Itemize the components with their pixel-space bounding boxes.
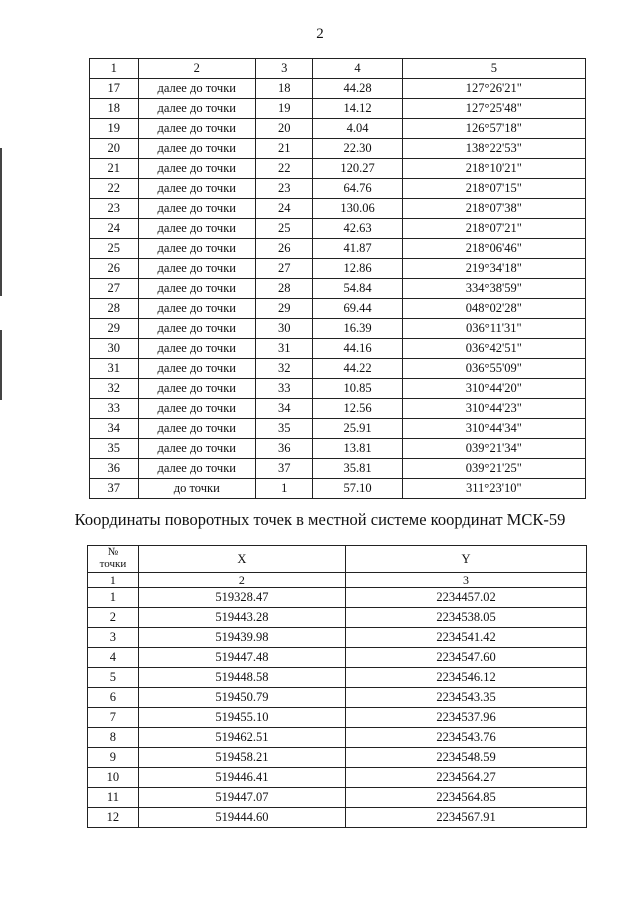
from-point-cell: 28 — [90, 299, 139, 319]
coordinates-table-row — [88, 668, 587, 688]
bearing-cell: 127°25'48" — [402, 99, 585, 119]
to-point-cell: 36 — [256, 439, 313, 459]
to-point-cell: 37 — [256, 459, 313, 479]
direction-cell: далее до точки — [138, 79, 255, 99]
coordinates-table-header-row — [88, 546, 587, 573]
bearing-cell: 138°22'53" — [402, 139, 585, 159]
y-coordinate-cell: 2234537.96 — [346, 708, 587, 728]
y-coordinate-cell: 2234543.76 — [346, 728, 587, 748]
segments-table-row — [90, 459, 586, 479]
x-header: X — [138, 546, 345, 573]
point-number-cell: 10 — [88, 768, 139, 788]
coordinates-table — [87, 545, 587, 828]
coordinates-table-body — [88, 546, 587, 828]
to-point-cell: 26 — [256, 239, 313, 259]
direction-cell: далее до точки — [138, 379, 255, 399]
segments-table-row — [90, 159, 586, 179]
to-point-cell: 32 — [256, 359, 313, 379]
x-coordinate-cell: 519455.10 — [138, 708, 345, 728]
from-point-cell: 36 — [90, 459, 139, 479]
length-cell: 4.04 — [313, 119, 402, 139]
bearing-cell: 218°07'15" — [402, 179, 585, 199]
point-number-cell: 2 — [88, 608, 139, 628]
direction-cell: далее до точки — [138, 119, 255, 139]
x-coordinate-cell: 519447.48 — [138, 648, 345, 668]
from-point-cell: 19 — [90, 119, 139, 139]
from-point-cell: 17 — [90, 79, 139, 99]
from-point-cell: 21 — [90, 159, 139, 179]
segments-table-row — [90, 119, 586, 139]
x-coordinate-cell: 519458.21 — [138, 748, 345, 768]
left-edge-mark — [0, 330, 2, 400]
coordinates-table-row — [88, 688, 587, 708]
y-coordinate-cell: 2234538.05 — [346, 608, 587, 628]
to-point-cell: 29 — [256, 299, 313, 319]
direction-cell: далее до точки — [138, 339, 255, 359]
column-number-cell: 1 — [90, 59, 139, 79]
bearing-cell: 039°21'25" — [402, 459, 585, 479]
bearing-cell: 039°21'34" — [402, 439, 585, 459]
bearing-cell: 036°55'09" — [402, 359, 585, 379]
y-coordinate-cell: 2234548.59 — [346, 748, 587, 768]
coordinates-table-row — [88, 808, 587, 828]
length-cell: 44.22 — [313, 359, 402, 379]
point-number-cell: 7 — [88, 708, 139, 728]
to-point-cell: 24 — [256, 199, 313, 219]
length-cell: 44.16 — [313, 339, 402, 359]
direction-cell: далее до точки — [138, 399, 255, 419]
direction-cell: далее до точки — [138, 159, 255, 179]
x-coordinate-cell: 519439.98 — [138, 628, 345, 648]
length-cell: 25.91 — [313, 419, 402, 439]
from-point-cell: 22 — [90, 179, 139, 199]
coordinates-table-row — [88, 588, 587, 608]
to-point-cell: 18 — [256, 79, 313, 99]
point-number-cell: 9 — [88, 748, 139, 768]
from-point-cell: 35 — [90, 439, 139, 459]
from-point-cell: 25 — [90, 239, 139, 259]
direction-cell: далее до точки — [138, 179, 255, 199]
direction-cell: далее до точки — [138, 239, 255, 259]
bearing-cell: 218°07'38" — [402, 199, 585, 219]
segments-table-row — [90, 439, 586, 459]
bearing-cell: 048°02'28" — [402, 299, 585, 319]
from-point-cell: 26 — [90, 259, 139, 279]
segments-table-row — [90, 219, 586, 239]
direction-cell: далее до точки — [138, 259, 255, 279]
from-point-cell: 37 — [90, 479, 139, 499]
segments-table-row — [90, 299, 586, 319]
to-point-cell: 23 — [256, 179, 313, 199]
coordinates-table-row — [88, 708, 587, 728]
direction-cell: далее до точки — [138, 219, 255, 239]
x-coordinate-cell: 519446.41 — [138, 768, 345, 788]
column-number-cell: 2 — [138, 573, 345, 588]
to-point-cell: 28 — [256, 279, 313, 299]
to-point-cell: 31 — [256, 339, 313, 359]
length-cell: 130.06 — [313, 199, 402, 219]
to-point-cell: 21 — [256, 139, 313, 159]
bearing-cell: 126°57'18" — [402, 119, 585, 139]
point-number-cell: 5 — [88, 668, 139, 688]
direction-cell: далее до точки — [138, 99, 255, 119]
length-cell: 69.44 — [313, 299, 402, 319]
page-number: 2 — [316, 26, 324, 42]
segments-table-row — [90, 139, 586, 159]
length-cell: 42.63 — [313, 219, 402, 239]
length-cell: 120.27 — [313, 159, 402, 179]
length-cell: 12.56 — [313, 399, 402, 419]
direction-cell: далее до точки — [138, 319, 255, 339]
segments-table-row — [90, 399, 586, 419]
x-coordinate-cell: 519462.51 — [138, 728, 345, 748]
coordinates-table-row — [88, 768, 587, 788]
from-point-cell: 34 — [90, 419, 139, 439]
bearing-cell: 310°44'34" — [402, 419, 585, 439]
direction-cell: далее до точки — [138, 439, 255, 459]
direction-cell: далее до точки — [138, 359, 255, 379]
bearing-cell: 311°23'10" — [402, 479, 585, 499]
point-number-cell: 12 — [88, 808, 139, 828]
column-number-cell: 2 — [138, 59, 255, 79]
from-point-cell: 30 — [90, 339, 139, 359]
length-cell: 64.76 — [313, 179, 402, 199]
x-coordinate-cell: 519444.60 — [138, 808, 345, 828]
left-edge-mark — [0, 148, 2, 296]
to-point-cell: 19 — [256, 99, 313, 119]
coordinates-table-row — [88, 728, 587, 748]
y-coordinate-cell: 2234546.12 — [346, 668, 587, 688]
coordinates-table-row — [88, 628, 587, 648]
length-cell: 54.84 — [313, 279, 402, 299]
x-coordinate-cell: 519443.28 — [138, 608, 345, 628]
y-coordinate-cell: 2234564.85 — [346, 788, 587, 808]
length-cell: 12.86 — [313, 259, 402, 279]
point-number-header-symbol: № — [107, 546, 119, 559]
segments-table-row — [90, 279, 586, 299]
bearing-cell: 127°26'21" — [402, 79, 585, 99]
to-point-cell: 20 — [256, 119, 313, 139]
from-point-cell: 27 — [90, 279, 139, 299]
coordinates-table-row — [88, 748, 587, 768]
to-point-cell: 30 — [256, 319, 313, 339]
direction-cell: далее до точки — [138, 279, 255, 299]
length-cell: 22.30 — [313, 139, 402, 159]
y-coordinate-cell: 2234457.02 — [346, 588, 587, 608]
to-point-cell: 25 — [256, 219, 313, 239]
coordinates-column-numbers-row — [88, 573, 587, 588]
segments-table-row — [90, 419, 586, 439]
y-coordinate-cell: 2234543.35 — [346, 688, 587, 708]
column-number-cell: 5 — [402, 59, 585, 79]
to-point-cell: 33 — [256, 379, 313, 399]
segments-table-row — [90, 479, 586, 499]
point-number-cell: 4 — [88, 648, 139, 668]
segments-table-body — [90, 59, 586, 499]
length-cell: 41.87 — [313, 239, 402, 259]
segments-table-row — [90, 199, 586, 219]
from-point-cell: 33 — [90, 399, 139, 419]
column-number-cell: 3 — [346, 573, 587, 588]
coordinates-table-row — [88, 788, 587, 808]
from-point-cell: 24 — [90, 219, 139, 239]
segments-table-row — [90, 179, 586, 199]
point-number-cell: 11 — [88, 788, 139, 808]
direction-cell: далее до точки — [138, 299, 255, 319]
bearing-cell: 310°44'23" — [402, 399, 585, 419]
y-coordinate-cell: 2234564.27 — [346, 768, 587, 788]
length-cell: 14.12 — [313, 99, 402, 119]
point-number-cell: 1 — [88, 588, 139, 608]
from-point-cell: 31 — [90, 359, 139, 379]
from-point-cell: 18 — [90, 99, 139, 119]
x-coordinate-cell: 519450.79 — [138, 688, 345, 708]
segments-table-row — [90, 239, 586, 259]
length-cell: 10.85 — [313, 379, 402, 399]
coordinates-table-row — [88, 608, 587, 628]
bearing-cell: 218°07'21" — [402, 219, 585, 239]
length-cell: 57.10 — [313, 479, 402, 499]
length-cell: 35.81 — [313, 459, 402, 479]
length-cell: 44.28 — [313, 79, 402, 99]
segments-table-row — [90, 339, 586, 359]
from-point-cell: 29 — [90, 319, 139, 339]
from-point-cell: 23 — [90, 199, 139, 219]
point-number-cell: 6 — [88, 688, 139, 708]
column-number-cell: 3 — [256, 59, 313, 79]
segments-table-row — [90, 319, 586, 339]
to-point-cell: 22 — [256, 159, 313, 179]
segments-table-header-row — [90, 59, 586, 79]
x-coordinate-cell: 519328.47 — [138, 588, 345, 608]
from-point-cell: 32 — [90, 379, 139, 399]
direction-cell: до точки — [138, 479, 255, 499]
bearing-cell: 219°34'18" — [402, 259, 585, 279]
to-point-cell: 1 — [256, 479, 313, 499]
from-point-cell: 20 — [90, 139, 139, 159]
length-cell: 16.39 — [313, 319, 402, 339]
direction-cell: далее до точки — [138, 459, 255, 479]
point-number-cell: 8 — [88, 728, 139, 748]
direction-cell: далее до точки — [138, 419, 255, 439]
coordinates-table-row — [88, 648, 587, 668]
to-point-cell: 35 — [256, 419, 313, 439]
point-number-header — [88, 546, 139, 573]
bearing-cell: 334°38'59" — [402, 279, 585, 299]
direction-cell: далее до точки — [138, 199, 255, 219]
y-header: Y — [346, 546, 587, 573]
bearing-cell: 036°11'31" — [402, 319, 585, 339]
segments-table-row — [90, 359, 586, 379]
segments-table-row — [90, 259, 586, 279]
bearing-cell: 036°42'51" — [402, 339, 585, 359]
y-coordinate-cell: 2234567.91 — [346, 808, 587, 828]
x-coordinate-cell: 519448.58 — [138, 668, 345, 688]
coords-section-title: Координаты поворотных точек в местной системе координат МСК-59 — [74, 510, 566, 529]
point-number-cell: 3 — [88, 628, 139, 648]
point-number-header-word: точки — [99, 558, 127, 570]
bearing-cell: 218°10'21" — [402, 159, 585, 179]
to-point-cell: 34 — [256, 399, 313, 419]
bearing-cell: 218°06'46" — [402, 239, 585, 259]
segments-table-row — [90, 379, 586, 399]
column-number-cell: 4 — [313, 59, 402, 79]
segments-table — [89, 58, 586, 499]
column-number-cell: 1 — [88, 573, 139, 588]
segments-table-row — [90, 99, 586, 119]
to-point-cell: 27 — [256, 259, 313, 279]
y-coordinate-cell: 2234541.42 — [346, 628, 587, 648]
y-coordinate-cell: 2234547.60 — [346, 648, 587, 668]
bearing-cell: 310°44'20" — [402, 379, 585, 399]
direction-cell: далее до точки — [138, 139, 255, 159]
segments-table-row — [90, 79, 586, 99]
length-cell: 13.81 — [313, 439, 402, 459]
x-coordinate-cell: 519447.07 — [138, 788, 345, 808]
